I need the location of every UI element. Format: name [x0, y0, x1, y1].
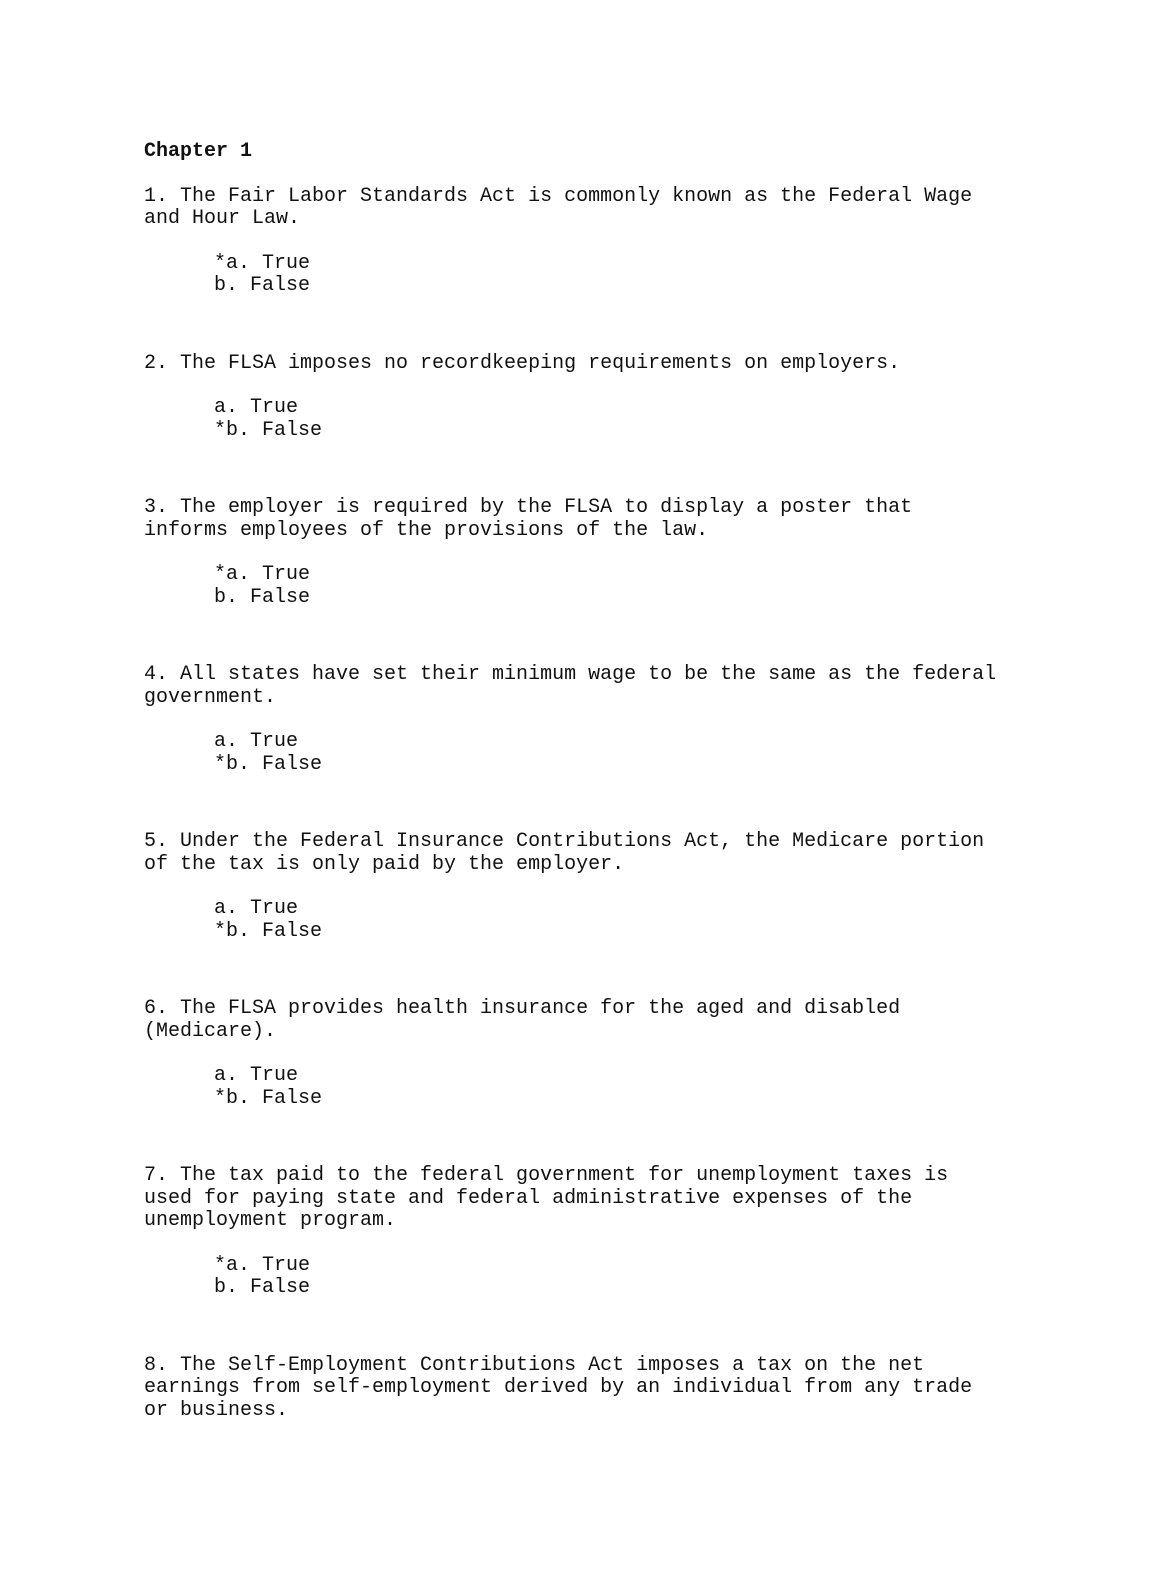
question-6 — [144, 998, 1044, 1110]
question-7 — [144, 1165, 1044, 1300]
question-text: 5. Under the Federal Insurance Contributions Act, the Medicare portion of the tax is only paid by the employer. — [144, 830, 985, 876]
option-a: *a. True — [214, 563, 311, 586]
document-page — [144, 141, 1044, 1422]
option-a: a. True — [214, 730, 299, 753]
question-spacer — [144, 442, 1044, 497]
answer-options — [144, 898, 1044, 943]
chapter-title: Chapter 1 — [144, 140, 253, 163]
option-b: *b. False — [214, 1086, 323, 1110]
option-a: *a. True — [214, 251, 311, 275]
option-b: b. False — [214, 1276, 311, 1299]
question-4 — [144, 664, 1044, 776]
option-b: b. False — [214, 274, 311, 297]
question-text: 2. The FLSA imposes no recordkeeping requirements on employers. — [144, 351, 901, 375]
option-a: a. True — [214, 396, 299, 419]
option-a: a. True — [214, 897, 299, 920]
option-a: *a. True — [214, 1253, 311, 1277]
question-text: 3. The employer is required by the FLSA to display a poster that informs employees of the provisions of the law. — [144, 496, 913, 542]
option-b: *b. False — [214, 418, 323, 442]
question-3 — [144, 497, 1044, 609]
answer-options — [144, 731, 1044, 776]
answer-options — [144, 564, 1044, 609]
option-b: *b. False — [214, 752, 323, 776]
answer-options — [144, 1255, 1044, 1300]
question-spacer — [144, 609, 1044, 664]
question-spacer — [144, 298, 1044, 353]
question-text: 1. The Fair Labor Standards Act is commonly known as the Federal Wage and Hour Law. — [144, 184, 973, 230]
answer-options — [144, 1065, 1044, 1110]
answer-options — [144, 253, 1044, 298]
question-spacer — [144, 1300, 1044, 1355]
question-spacer — [144, 776, 1044, 831]
option-b: b. False — [214, 585, 311, 609]
answer-options — [144, 397, 1044, 442]
question-text: 6. The FLSA provides health insurance for the aged and disabled (Medicare). — [144, 997, 901, 1043]
question-2 — [144, 353, 1044, 443]
question-1 — [144, 186, 1044, 298]
question-text: 7. The tax paid to the federal government for unemployment taxes is used for paying state and federal administrative expenses of the unemployment program. — [144, 1164, 949, 1232]
question-spacer — [144, 943, 1044, 998]
question-8 — [144, 1355, 1044, 1423]
question-text: 4. All states have set their minimum wage to be the same as the federal government. — [144, 663, 997, 709]
question-spacer — [144, 1110, 1044, 1165]
option-a: a. True — [214, 1064, 299, 1087]
option-b: *b. False — [214, 919, 323, 943]
question-text: 8. The Self-Employment Contributions Act imposes a tax on the net earnings from self-employment derived by an individual from any trade or business. — [144, 1353, 973, 1422]
question-5 — [144, 831, 1044, 943]
